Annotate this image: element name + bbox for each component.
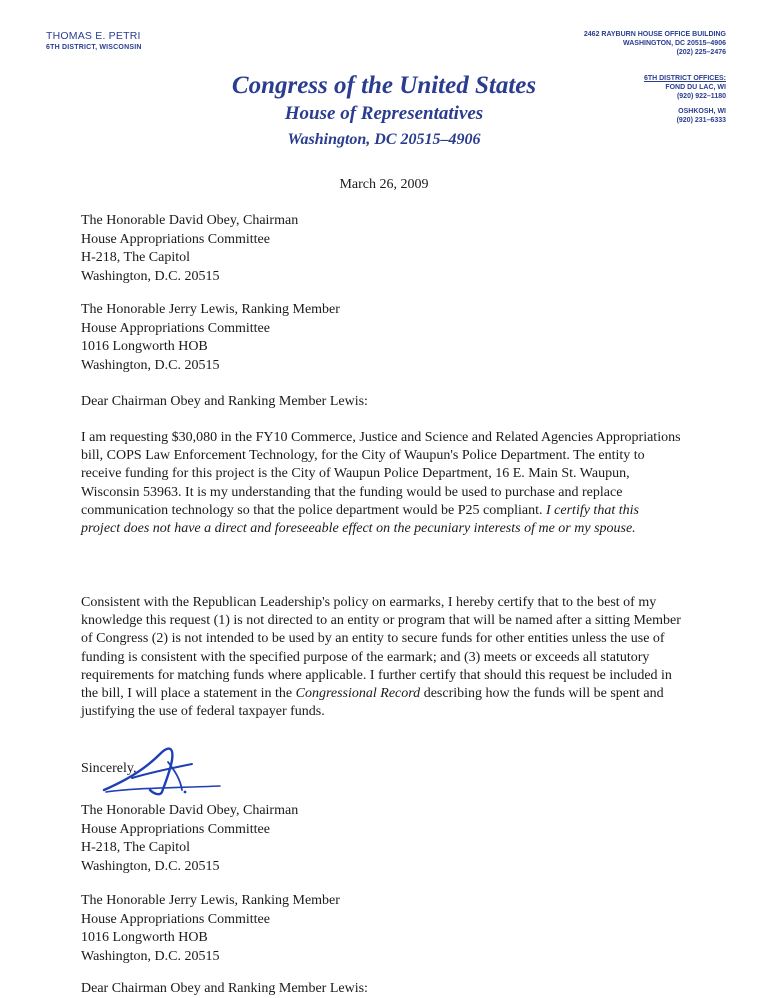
address-line: Washington, D.C. 20515 [81,948,220,964]
address-line: H-218, The Capitol [81,840,191,856]
address-line: Washington, D.C. 20515 [81,268,220,284]
dc-office-line: (202) 225–2476 [676,49,726,56]
sender-block [46,30,142,51]
district-offices-header: 6TH DISTRICT OFFICES: [643,75,726,82]
congressional-record-italic: Congressional Record [295,686,421,702]
request-text: I am requesting $30,080 in the FY10 Commerce, Justice and Science and Related Agencies Appropriations bill, COPS Law Enforcement Technology, for the City of Waupun's Police Department. The entity to receive funding for this project is the City of Waupun Police Department, 16 E. Main St. Waupun, Wisconsin 53963. It is my understanding that the funding would be used to purchase and replace communication technology so that the police department would be P25 compliant. [81,430,681,518]
oshkosh-phone: (920) 231–6333 [676,117,726,124]
address-line: Washington, D.C. 20515 [81,357,220,373]
address-line: 1016 Longworth HOB [81,339,208,355]
address-line: The Honorable David Obey, Chairman [81,803,299,818]
addressee-lewis [81,301,340,375]
dc-office-line: 2462 RAYBURN HOUSE OFFICE BUILDING [583,31,726,38]
fond-du-lac-city: FOND DU LAC, WI [665,84,726,91]
signature-image [102,742,222,800]
dc-office-block [584,30,726,57]
addressee-obey [81,212,298,286]
sender-name: THOMAS E. PETRI [46,30,141,42]
letter-date: March 26, 2009 [339,177,429,192]
sender-district: 6TH DISTRICT, WISCONSIN [46,44,142,51]
masthead-address: Washington, DC 20515–4906 [287,131,481,148]
masthead-house: House of Representatives [284,103,484,124]
certification-italic: I certify that this project does not have a direct and foreseeable effect on the pecuniary interests of me or my spouse. [81,502,639,537]
address-line: House Appropriations Committee [81,320,270,336]
addressee-lewis-repeat [81,892,340,966]
oshkosh-city: OSHKOSH, WI [678,108,726,115]
address-line: The Honorable Jerry Lewis, Ranking Member [81,302,340,317]
fond-du-lac-phone: (920) 922–1180 [676,93,726,100]
body-paragraph-request [81,429,681,538]
masthead-congress: Congress of the United States [231,72,537,99]
policy-text-end: describing how the funds will be spent and justifying the use of federal taxpayer funds. [81,686,664,720]
address-line: Washington, D.C. 20515 [81,858,220,874]
policy-text: Consistent with the Republican Leadership's policy on earmarks, I hereby certify that to the best of my knowledge this request (1) is not directed to an entity or program that will be named after a sitting Member of Congress (2) is not intended to be used by an entity to secure funds for other entities unless the use of funding is consistent with the specified purpose of the earmark; and (3) meets or exceeds all statutory requirements for matching funds where applicable. I further certify that should this request be included in the bill, I will place a statement in the [81,595,681,702]
address-line: 1016 Longworth HOB [81,930,208,946]
body-paragraph-earmark-policy [81,594,681,721]
closing: Sincerely, [81,761,137,776]
addressee-obey-repeat [81,802,298,876]
address-line: The Honorable Jerry Lewis, Ranking Member [81,893,340,908]
address-line: House Appropriations Committee [81,911,270,927]
salutation: Dear Chairman Obey and Ranking Member Lewis: [81,394,368,409]
address-line: House Appropriations Committee [81,821,270,837]
dc-office-line: WASHINGTON, DC 20515–4906 [623,40,726,47]
district-offices-block [644,74,726,125]
address-line: House Appropriations Committee [81,231,270,247]
address-line: The Honorable David Obey, Chairman [81,213,299,228]
salutation-repeat: Dear Chairman Obey and Ranking Member Lewis: [81,981,368,996]
address-line: H-218, The Capitol [81,250,191,266]
